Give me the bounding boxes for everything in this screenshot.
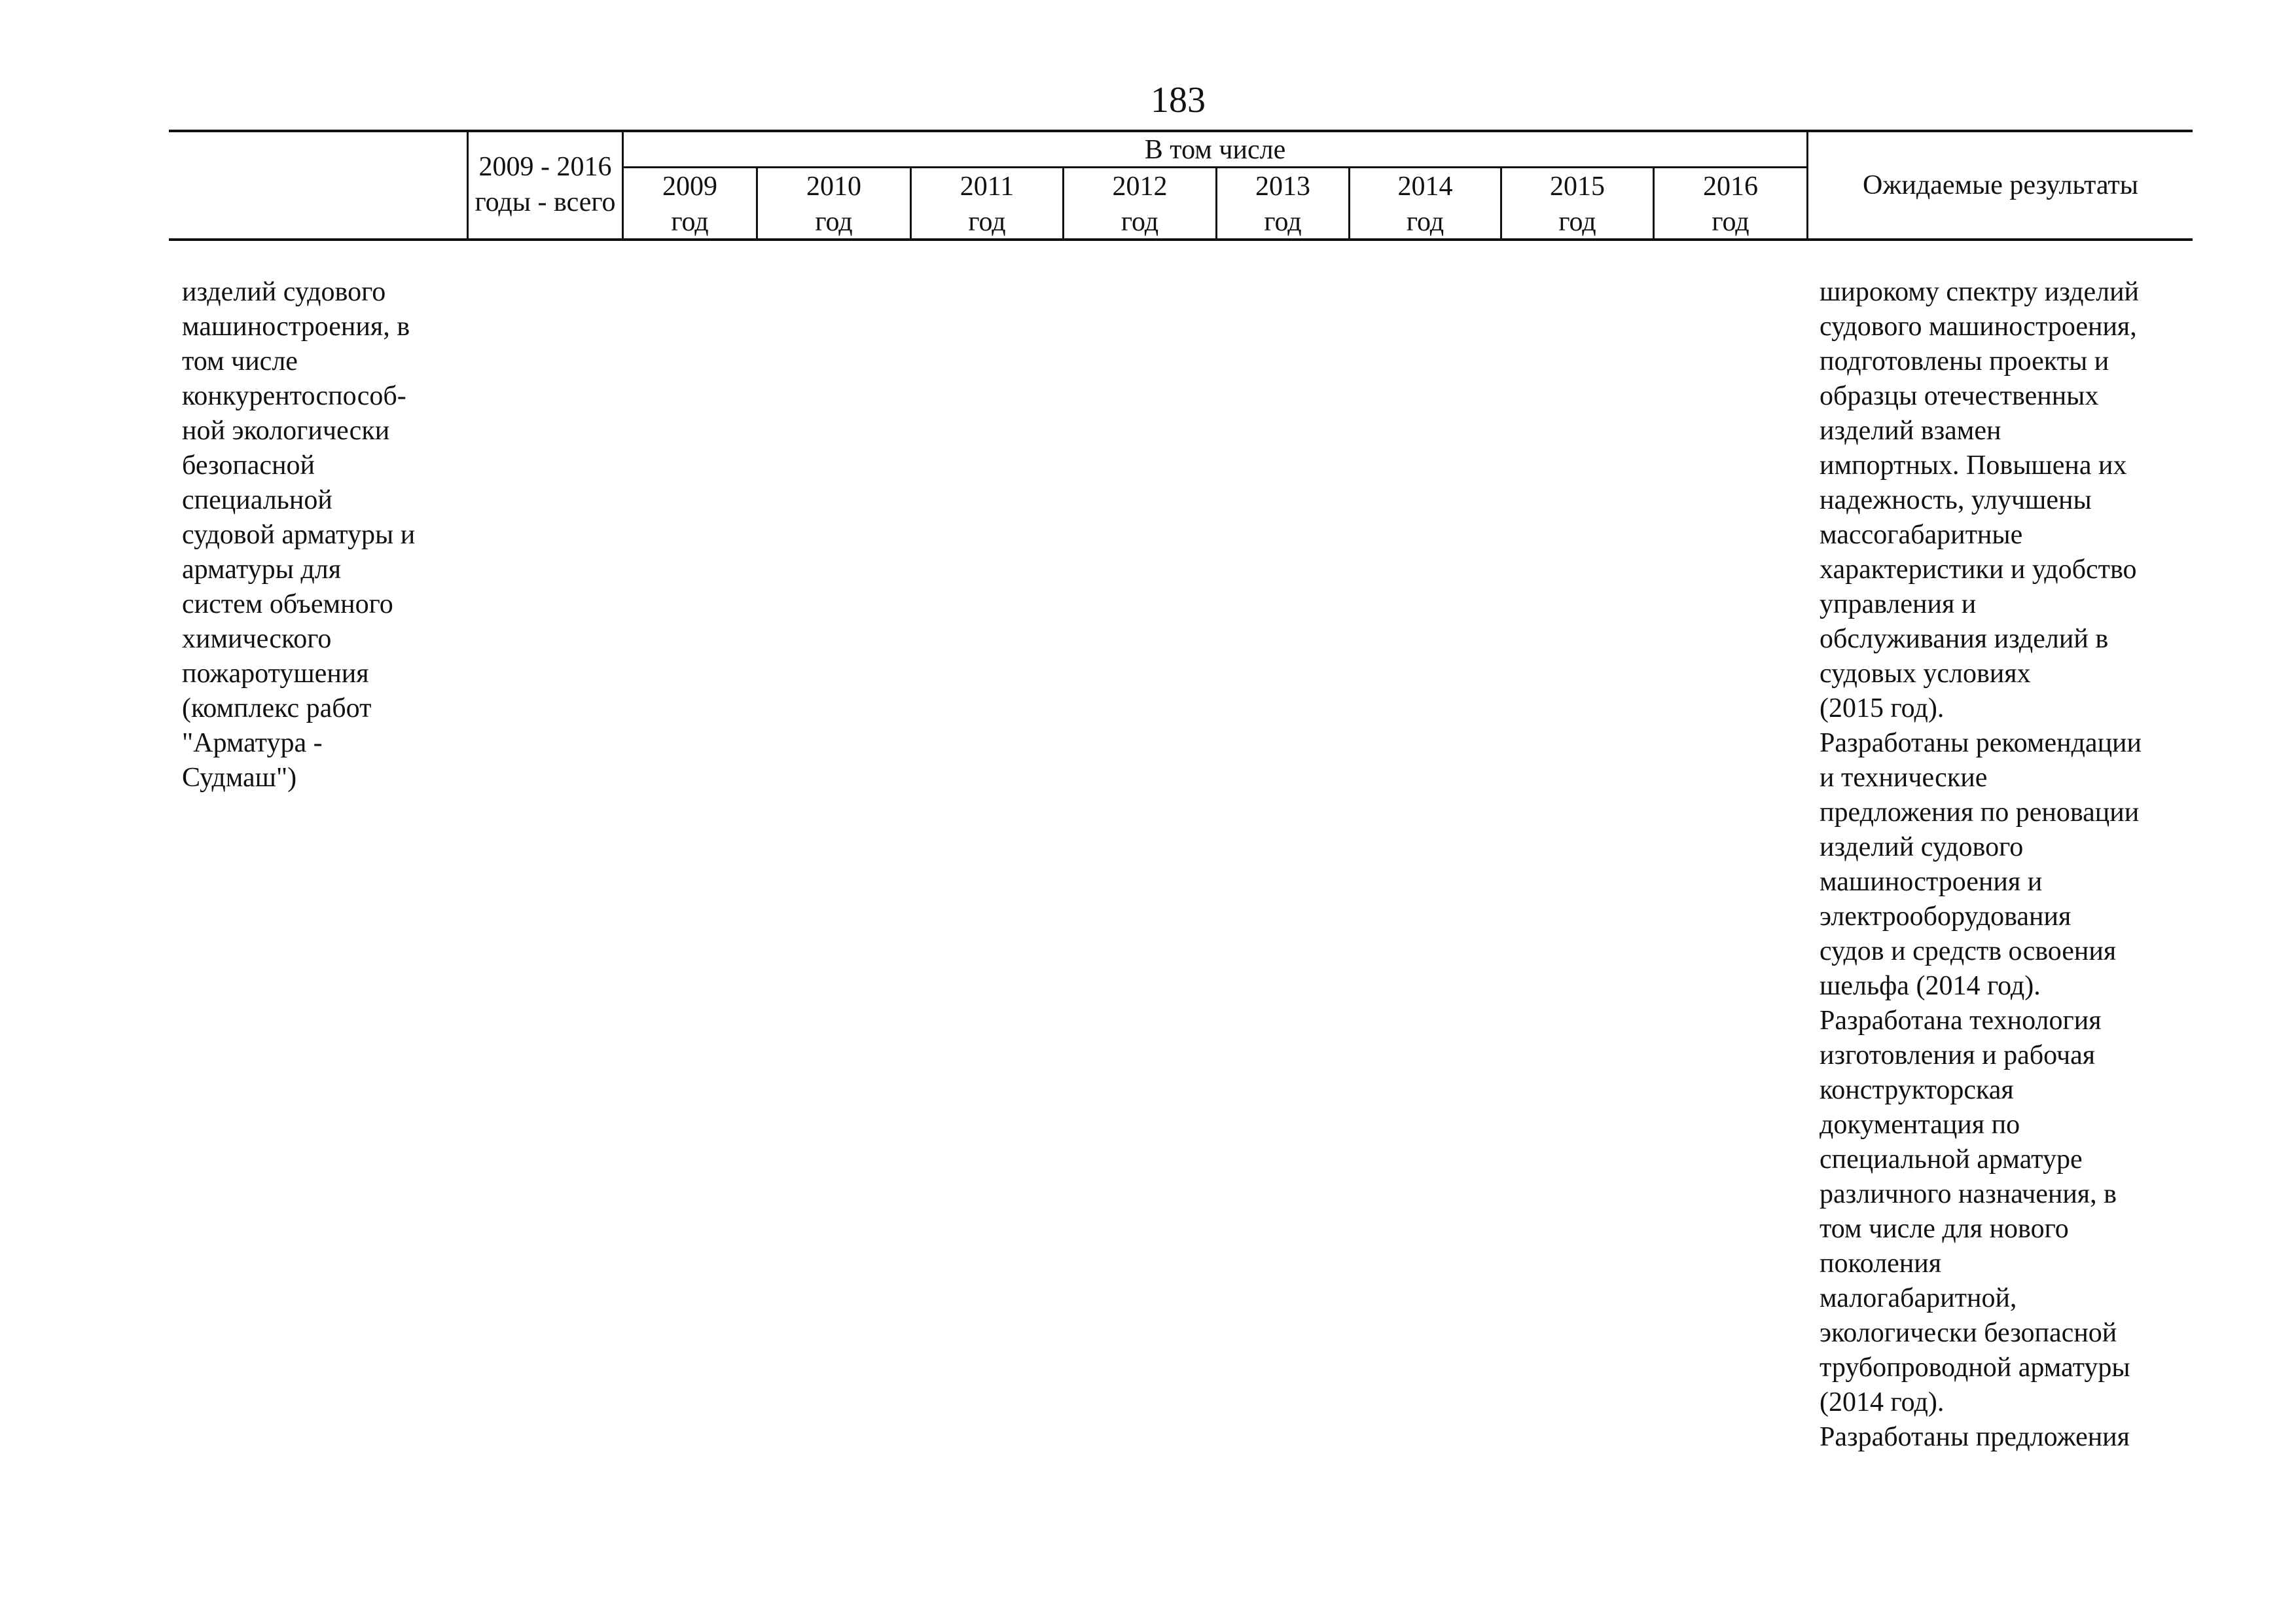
header-total-line2: годы - всего (475, 187, 616, 217)
work-description-text: изделий судового машиностроения, в том числе конкурентоспособ- ной экологически безопасной специальной судовой арматуры и арматуры для систем объемного химического пожаротушения (комплекс работ "Арматура - Судмаш") (182, 277, 416, 793)
year-label: 2014 (1397, 172, 1453, 202)
header-group-label: В том числе (1144, 135, 1286, 165)
year-unit: год (671, 207, 709, 237)
header-year-2015 (1502, 169, 1653, 240)
year-label: 2016 (1703, 172, 1758, 202)
header-year-2010 (758, 169, 910, 240)
header-year-2011 (912, 169, 1062, 240)
year-label: 2011 (960, 172, 1014, 202)
header-year-2009 (624, 169, 756, 240)
year-unit: год (1558, 207, 1596, 237)
year-unit: год (1406, 207, 1444, 237)
header-year-2012 (1064, 169, 1215, 240)
year-unit: год (1712, 207, 1749, 237)
year-label: 2009 (662, 172, 717, 202)
year-label: 2010 (806, 172, 861, 202)
year-unit: год (1121, 207, 1159, 237)
page-number: 183 (1151, 80, 1206, 120)
header-total-cell (469, 149, 622, 220)
header-year-2013 (1217, 169, 1348, 240)
header-year-2016 (1655, 169, 1806, 240)
year-label: 2015 (1550, 172, 1605, 202)
header-total-line1: 2009 - 2016 (478, 152, 612, 182)
expected-results-text: широкому спектру изделий судового машиностроения, подготовлены проекты и образцы отечественных изделий взамен импортных. Повышена их надежность, улучшены массогабаритные характеристики и удобство управления и обслуживания изделий в судовых условиях (2015 год). Разработаны рекомендации и технические предложения по реновации изделий судового машиностроения и электрооборудования судов и средств освоения шельфа (2014 год). Разработана технология изготовления и рабочая конструкторская документация по специальной арматуре различного назначения, в том числе для нового поколения малогабаритной, экологически безопасной трубопроводной арматуры (2014 год). Разработаны предложения (1820, 277, 2142, 1452)
year-label: 2012 (1112, 172, 1168, 202)
year-unit: год (968, 207, 1006, 237)
year-unit: год (1264, 207, 1302, 237)
year-label: 2013 (1255, 172, 1310, 202)
header-year-2014 (1350, 169, 1500, 240)
header-results-cell: Ожидаемые результаты (1863, 170, 2138, 200)
year-unit: год (815, 207, 853, 237)
